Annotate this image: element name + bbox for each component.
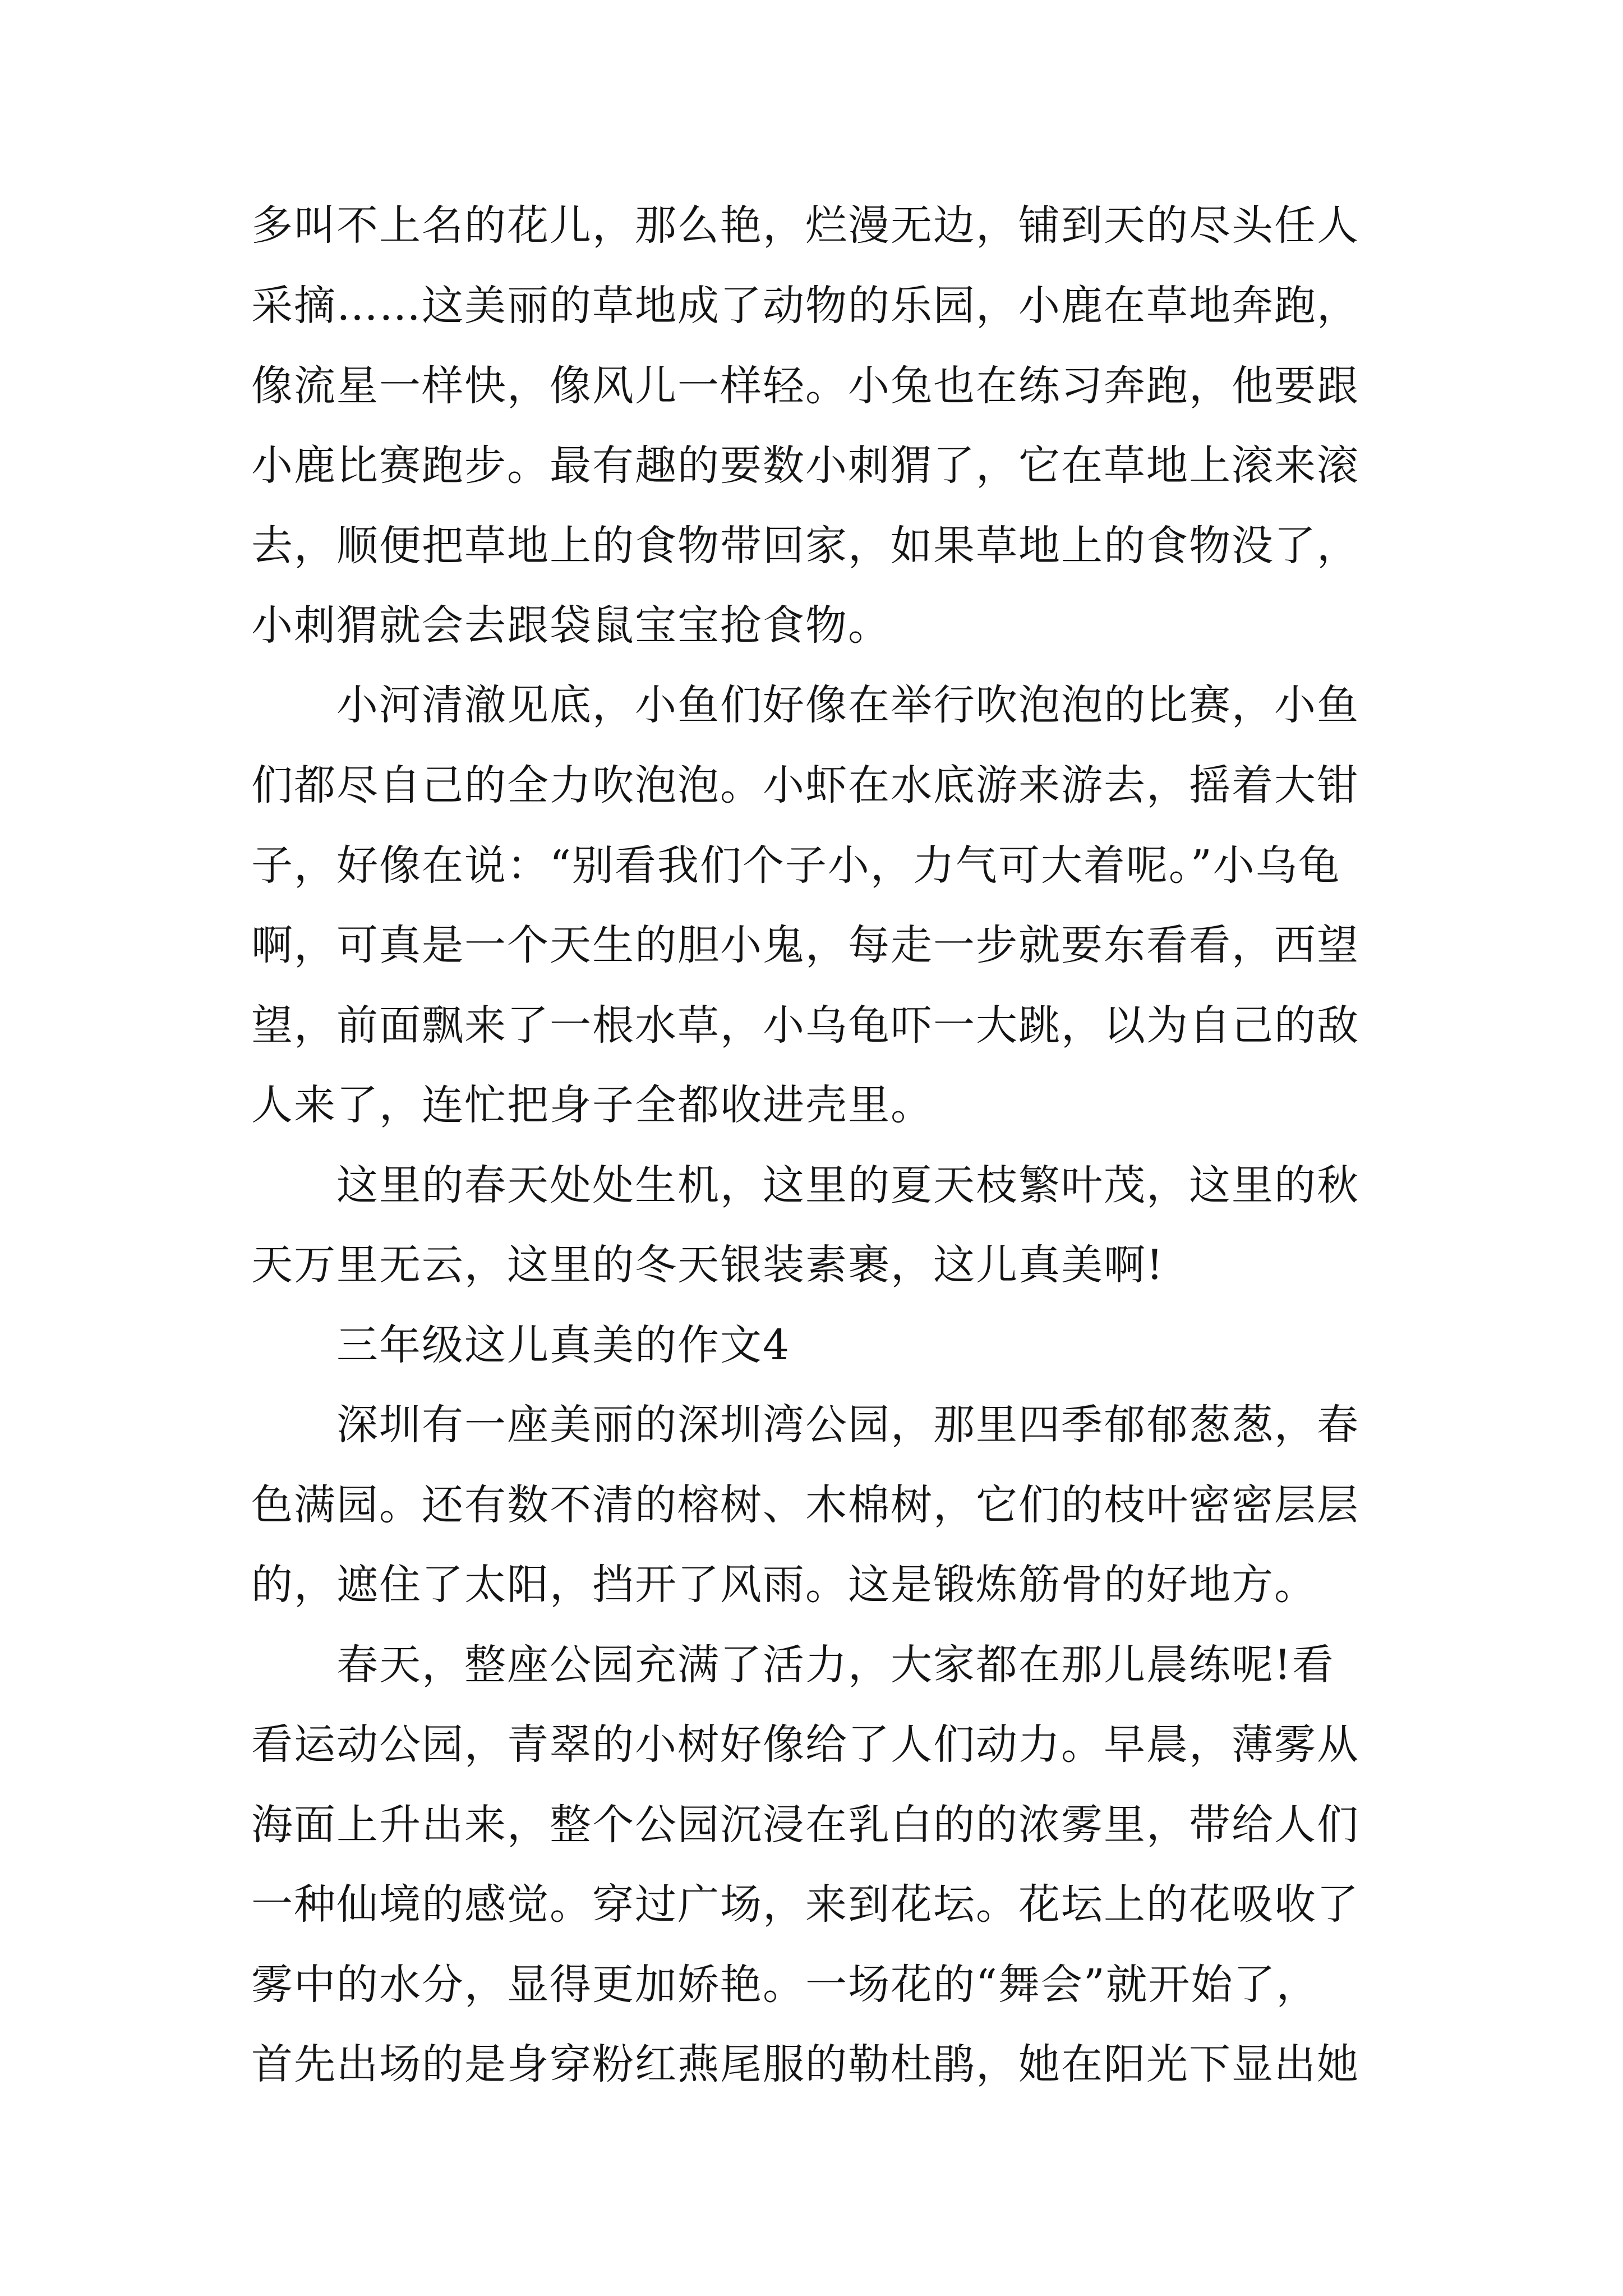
text-line: 们都尽自己的全力吹泡泡。小虾在水底游来游去，摇着大钳 xyxy=(251,761,1359,809)
text-line: 像流星一样快，像风儿一样轻。小兔也在练习奔跑，他要跟 xyxy=(251,362,1359,410)
text-line: 啊，可真是一个天生的胆小鬼，每走一步就要东看看，西望 xyxy=(251,921,1359,969)
text-line: 采摘……这美丽的草地成了动物的乐园，小鹿在草地奔跑， xyxy=(251,282,1359,330)
text-line: 海面上升出来，整个公园沉浸在乳白的的浓雾里，带给人们 xyxy=(251,1801,1359,1849)
text-line: 雾中的水分，显得更加娇艳。一场花的“舞会”就开始了， xyxy=(251,1961,1319,2009)
text-line: 看运动公园，青翠的小树好像给了人们动力。早晨，薄雾从 xyxy=(251,1720,1359,1769)
text-line: 首先出场的是身穿粉红燕尾服的勒杜鹃，她在阳光下显出她 xyxy=(251,2040,1359,2088)
text-line: 多叫不上名的花儿，那么艳，烂漫无边，铺到天的尽头任人 xyxy=(251,201,1359,250)
paragraph-first-line: 这里的春天处处生机，这里的夏天枝繁叶茂，这里的秋 xyxy=(336,1161,1359,1209)
text-line: 小刺猬就会去跟袋鼠宝宝抢食物。 xyxy=(251,601,891,650)
text-line: 望，前面飘来了一根水草，小乌龟吓一大跳，以为自己的敌 xyxy=(251,1001,1359,1050)
paragraph-first-line: 深圳有一座美丽的深圳湾公园，那里四季郁郁葱葱，春 xyxy=(336,1401,1359,1449)
text-line: 色满园。还有数不清的榕树、木棉树，它们的枝叶密密层层 xyxy=(251,1481,1359,1529)
text-line: 的，遮住了太阳，挡开了风雨。这是锻炼筋骨的好地方。 xyxy=(251,1561,1317,1609)
text-line: 去，顺便把草地上的食物带回家，如果草地上的食物没了， xyxy=(251,522,1359,570)
paragraph-first-line: 小河清澈见底，小鱼们好像在举行吹泡泡的比赛，小鱼 xyxy=(336,681,1359,729)
text-line: 人来了，连忙把身子全都收进壳里。 xyxy=(251,1081,933,1129)
text-line: 子，好像在说：“别看我们个子小，力气可大着呢。”小乌龟 xyxy=(251,841,1341,890)
text-line: 小鹿比赛跑步。最有趣的要数小刺猬了，它在草地上滚来滚 xyxy=(251,441,1359,490)
paragraph-first-line: 春天，整座公园充满了活力，大家都在那儿晨练呢!看 xyxy=(336,1641,1335,1689)
section-heading: 三年级这儿真美的作文4 xyxy=(336,1321,791,1369)
text-line: 一种仙境的感觉。穿过广场，来到花坛。花坛上的花吸收了 xyxy=(251,1880,1359,1929)
text-line: 天万里无云，这里的冬天银装素裹，这儿真美啊! xyxy=(251,1241,1164,1289)
